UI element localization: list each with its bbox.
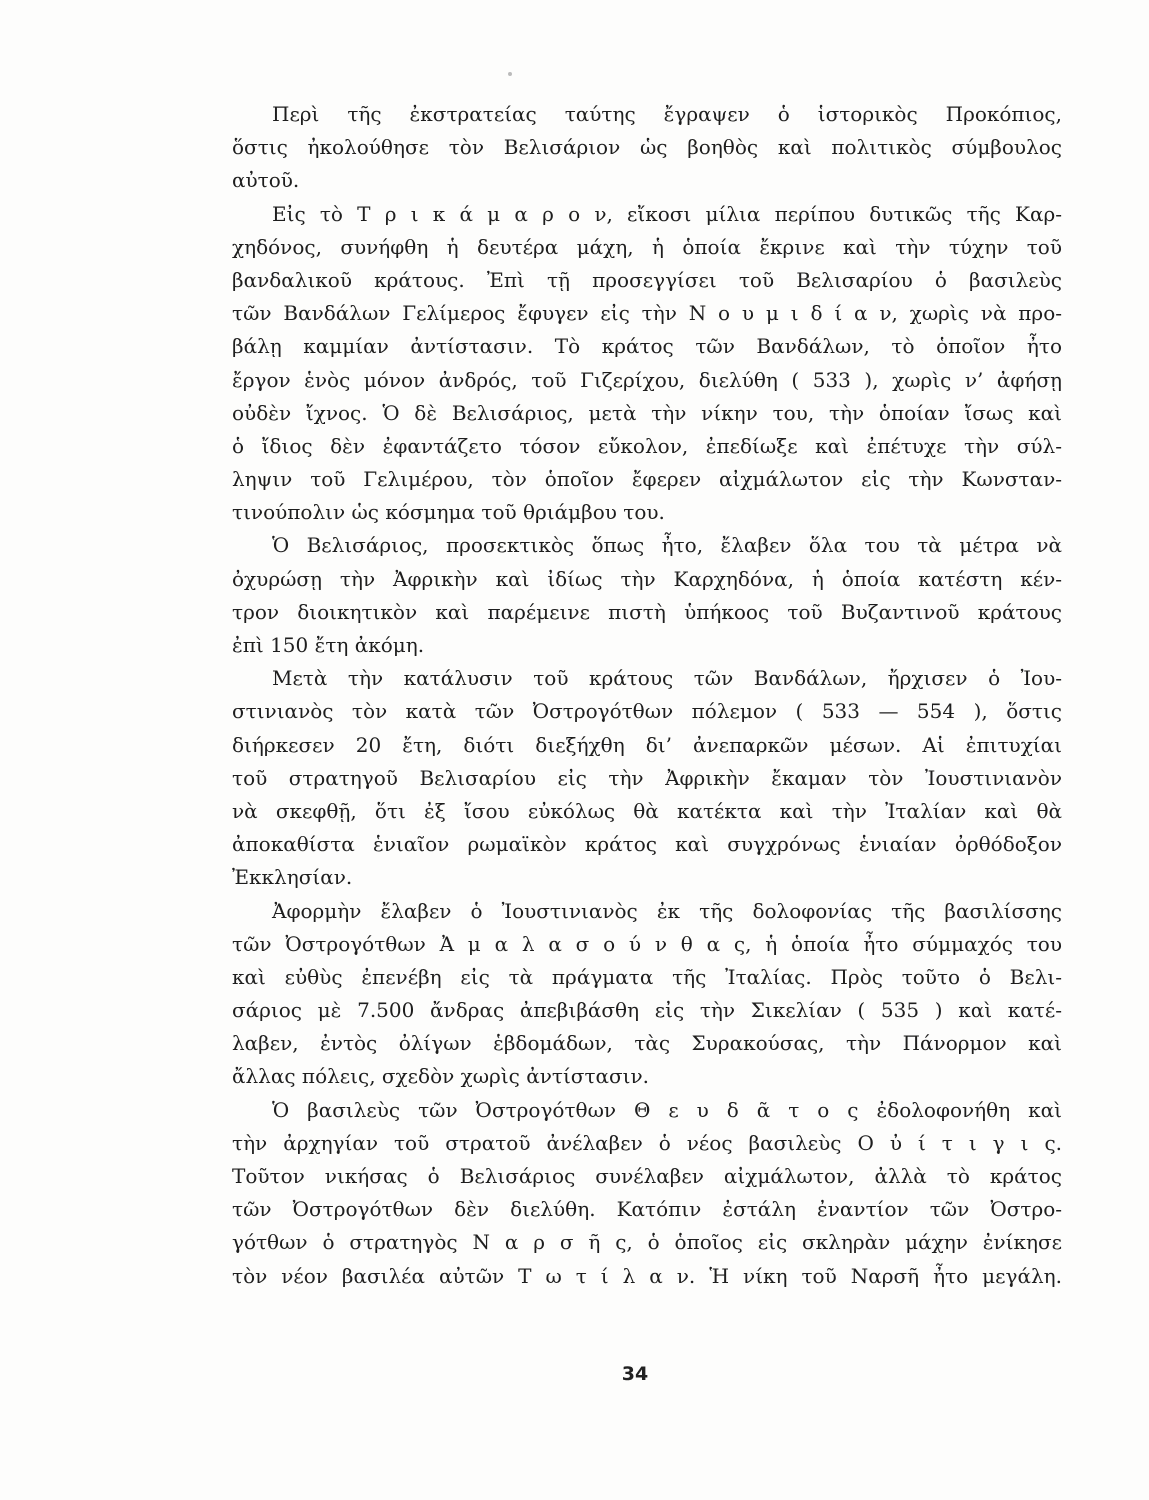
text-line: νὰ σκεφθῇ, ὅτι ἐξ ἴσου εὐκόλως θὰ κατέκτα καὶ τὴν Ἰταλίαν καὶ θὰ	[232, 798, 1062, 823]
text-line: ὀχυρώσῃ τὴν Ἀφρικὴν καὶ ἰδίως τὴν Καρχηδόνα, ἡ ὁποία κατέστη κέν-	[232, 566, 1062, 591]
text-line: τῶν Βανδάλων Γελίμερος ἔφυγεν εἰς τὴν Ν ο υ μ ι δ ί α ν, χωρὶς νὰ προ-	[232, 301, 1062, 326]
text-line: τὴν ἀρχηγίαν τοῦ στρατοῦ ἀνέλαβεν ὁ νέος βασιλεὺς Ο ὐ ί τ ι γ ι ς.	[232, 1130, 1062, 1155]
text-line: ὁ ἴδιος δὲν ἐφαντάζετο τόσον εὔκολον, ἐπεδίωξε καὶ ἐπέτυχε τὴν σύλ-	[232, 433, 1062, 458]
text-line: τοῦ στρατηγοῦ Βελισαρίου εἰς τὴν Ἀφρικὴν ἔκαμαν τὸν Ἰουστινιανὸν	[232, 765, 1062, 790]
page-number: 34	[621, 1363, 649, 1385]
text-line: Εἰς τὸ Τ ρ ι κ ά μ α ρ ο ν, εἴκοσι μίλια περίπου δυτικῶς τῆς Καρ-	[272, 201, 1062, 226]
text-line: τὸν νέον βασιλέα αὐτῶν Τ ω τ ί λ α ν. Ἡ νίκη τοῦ Ναρσῆ ἦτο μεγάλη.	[232, 1263, 1062, 1288]
text-line: καὶ εὐθὺς ἐπενέβη εἰς τὰ πράγματα τῆς Ἰταλίας. Πρὸς τοῦτο ὁ Βελι-	[232, 964, 1062, 989]
text-line: σάριος μὲ 7.500 ἄνδρας ἀπεβιβάσθη εἰς τὴν Σικελίαν ( 535 ) καὶ κατέ-	[232, 998, 1062, 1023]
text-line: οὐδὲν ἴχνος. Ὁ δὲ Βελισάριος, μετὰ τὴν νίκην του, τὴν ὁποίαν ἴσως καὶ	[232, 400, 1062, 425]
text-line: στινιανὸς τὸν κατὰ τῶν Ὀστρογότθων πόλεμον ( 533 — 554 ), ὅστις	[232, 699, 1062, 724]
text-line: Ἐκκλησίαν.	[232, 865, 353, 890]
paper-speck	[508, 72, 512, 76]
text-line: βάλῃ καμμίαν ἀντίστασιν. Τὸ κράτος τῶν Βανδάλων, τὸ ὁποῖον ἦτο	[232, 334, 1062, 359]
text-line: ἐπὶ 150 ἔτη ἀκόμη.	[232, 633, 425, 657]
body-text	[232, 98, 1062, 1293]
text-line: Τοῦτον νικήσας ὁ Βελισάριος συνέλαβεν αἰχμάλωτον, ἀλλὰ τὸ κράτος	[232, 1164, 1062, 1188]
text-line: Ἀφορμὴν ἔλαβεν ὁ Ἰουστινιανὸς ἐκ τῆς δολοφονίας τῆς βασιλίσσης	[272, 898, 1062, 923]
text-line: αὐτοῦ.	[232, 168, 300, 193]
text-line: ἔργον ἑνὸς μόνον ἀνδρός, τοῦ Γιζερίχου, διελύθη ( 533 ), χωρὶς ν’ ἀφήσῃ	[232, 367, 1062, 392]
text-line: τρον διοικητικὸν καὶ παρέμεινε πιστὴ ὑπήκοος τοῦ Βυζαντινοῦ κράτους	[232, 599, 1062, 624]
text-line: ἄλλας πόλεις, σχεδὸν χωρὶς ἀντίστασιν.	[232, 1064, 650, 1089]
text-line: βανδαλικοῦ κράτους. Ἐπὶ τῇ προσεγγίσει τοῦ Βελισαρίου ὁ βασιλεὺς	[232, 267, 1062, 292]
text-line: Ὁ βασιλεὺς τῶν Ὀστρογότθων Θ ε υ δ ᾶ τ ο ς ἐδολοφονήθη καὶ	[272, 1097, 1062, 1122]
text-line: ληψιν τοῦ Γελιμέρου, τὸν ὁποῖον ἔφερεν αἰχμάλωτον εἰς τὴν Κωνσταν-	[232, 467, 1062, 492]
text-line: χηδόνος, συνήφθη ἡ δευτέρα μάχη, ἡ ὁποία ἔκρινε καὶ τὴν τύχην τοῦ	[232, 234, 1062, 259]
text-line: ὅστις ἠκολούθησε τὸν Βελισάριον ὡς βοηθὸς καὶ πολιτικὸς σύμβουλος	[232, 135, 1062, 160]
text-line: λαβεν, ἐντὸς ὀλίγων ἑβδομάδων, τὰς Συρακούσας, τὴν Πάνορμον καὶ	[232, 1031, 1062, 1056]
text-line: τινούπολιν ὡς κόσμημα τοῦ θριάμβου του.	[232, 500, 665, 525]
text-line: Περὶ τῆς ἐκστρατείας ταύτης ἔγραψεν ὁ ἱστορικὸς Προκόπιος,	[272, 102, 1062, 126]
text-line: γότθων ὁ στρατηγὸς Ν α ρ σ ῆ ς, ὁ ὁποῖος εἰς σκληρὰν μάχην ἐνίκησε	[232, 1230, 1062, 1255]
text-line: διήρκεσεν 20 ἔτη, διότι διεξήχθη δι’ ἀνεπαρκῶν μέσων. Αἱ ἐπιτυχίαι	[232, 732, 1062, 757]
text-line: τῶν Ὀστρογότθων Ἀ μ α λ α σ ο ύ ν θ α ς, ἡ ὁποία ἦτο σύμμαχός του	[232, 931, 1062, 956]
text-line: Μετὰ τὴν κατάλυσιν τοῦ κράτους τῶν Βανδάλων, ἤρχισεν ὁ Ἰου-	[272, 666, 1062, 691]
text-line: ἀποκαθίστα ἑνιαῖον ρωμαϊκὸν κράτος καὶ συγχρόνως ἑνιαίαν ὀρθόδοξον	[232, 832, 1062, 857]
text-line: τῶν Ὀστρογότθων δὲν διελύθη. Κατόπιν ἐστάλη ἐναντίον τῶν Ὀστρο-	[232, 1197, 1062, 1222]
text-line: Ὁ Βελισάριος, προσεκτικὸς ὅπως ἦτο, ἔλαβεν ὅλα του τὰ μέτρα νὰ	[272, 533, 1062, 558]
